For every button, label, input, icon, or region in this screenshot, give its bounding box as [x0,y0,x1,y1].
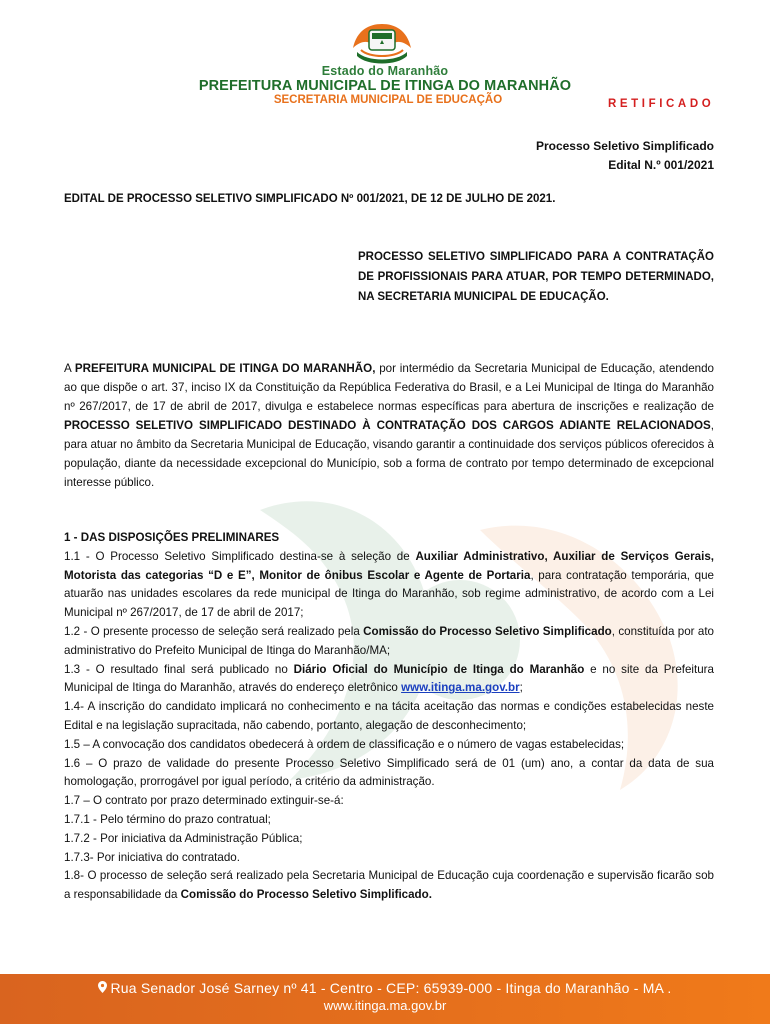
intro-paragraph: A PREFEITURA MUNICIPAL DE ITINGA DO MARANHÃO, por intermédio da Secretaria Municipal de Educação, atendendo ao que dispõe o art. 37, inciso IX da Constituição da República Federativa do Brasil, e a Lei Municipal de Itinga do Maranhão nº 267/2017, de 17 de abril de 2017, divulga e estabelece normas específicas para abertura de inscrições e realização de PROCESSO SELETIVO SIMPLIFICADO DESTINADO À CONTRATAÇÃO DOS CARGOS ADIANTE RELACIONADOS, para atuar no âmbito da Secretaria Municipal de Educação, visando garantir a continuidade dos serviços públicos oferecidos à população, diante da necessidade excepcional do Município, sob a forma de contrato por tempo determinado de excepcional interesse público. [64,362,714,489]
item-1-7-2: 1.7.2 - Por iniciativa da Administração Pública; [64,831,303,845]
section-heading: 1 - DAS DISPOSIÇÕES PRELIMINARES [64,531,280,544]
website-link[interactable]: www.itinga.ma.gov.br [401,681,520,695]
edital-number: Edital N.º 001/2021 [608,158,714,172]
retificado-stamp: RETIFICADO [608,98,715,110]
edital-title: EDITAL DE PROCESSO SELETIVO SIMPLIFICADO Nº 001/2021, DE 12 DE JULHO DE 2021. [64,193,556,205]
process-name: Processo Seletivo Simplificado [535,139,714,153]
section-preliminary-provisions [64,529,714,905]
footer-website: www.itinga.ma.gov.br [323,998,447,1013]
item-1-6: 1.6 – O prazo de validade do presente Processo Seletivo Simplificado será de 01 (um) ano, a contar da data de sua homologação, prorrogável por igual período, a critério da administração. [64,756,714,789]
item-1-7: 1.7 – O contrato por prazo determinado extinguir-se-á: [64,794,344,808]
header-prefeitura: PREFEITURA MUNICIPAL DE ITINGA DO MARANHÃO [198,78,572,94]
municipal-logo-icon [349,20,415,66]
item-1-7-3: 1.7.3- Por iniciativa do contratado. [64,850,240,864]
header-secretaria: SECRETARIA MUNICIPAL DE EDUCAÇÃO [273,94,503,106]
item-1-4: 1.4- A inscrição do candidato implicará no conhecimento e na tácita aceitação das normas e condições estabelecidas neste Edital e na legislação supracitada, não cabendo, portanto, alegação de desconhecimento; [64,700,714,732]
item-1-2: 1.2 - O presente processo de seleção será realizado pela Comissão do Processo Seletivo Simplificado, constituída por ato administrativo do Prefeito Municipal de Itinga do Maranhão/MA; [64,624,714,657]
item-1-5: 1.5 – A convocação dos candidatos obedecerá à ordem de classificação e o número de vagas estabelecidas; [64,737,625,751]
item-1-1: 1.1 - O Processo Seletivo Simplificado destina-se à seleção de Auxiliar Administrativo, Auxiliar de Serviços Gerais, Motorista das categorias “D e E”, Monitor de ônibus Escolar e Agente de Portaria, para contratação temporária, que atuarão nas unidades escolares da rede municipal de Itinga do Maranhão, sob regime administrativo, de acordo com a Lei Municipal nº 267/2017, de 17 de abril de 2017; [64,549,714,620]
header-state: Estado do Maranhão [321,64,449,78]
item-1-8: 1.8- O processo de seleção será realizado pela Secretaria Municipal de Educação cuja coordenação e supervisão ficarão sob a responsabilidade da Comissão do Processo Seletivo Simplificado. [64,869,714,902]
process-reference [536,137,714,175]
ementa: PROCESSO SELETIVO SIMPLIFICADO PARA A CONTRATAÇÃO DE PROFISSIONAIS PARA ATUAR, POR TEMPO DETERMINADO, NA SECRETARIA MUNICIPAL DE EDUCAÇÃO. [358,251,714,303]
item-1-3: 1.3 - O resultado final será publicado no Diário Oficial do Município de Itinga do Maranhão e no site da Prefeitura Municipal de Itinga do Maranhão, através do endereço eletrônico www.itinga.ma.gov.br; [64,662,714,695]
item-1-7-1: 1.7.1 - Pelo término do prazo contratual; [64,812,271,826]
footer-address: Rua Senador José Sarney nº 41 - Centro - CEP: 65939-000 - Itinga do Maranhão - MA . [0,980,770,996]
location-pin-icon [98,981,107,993]
